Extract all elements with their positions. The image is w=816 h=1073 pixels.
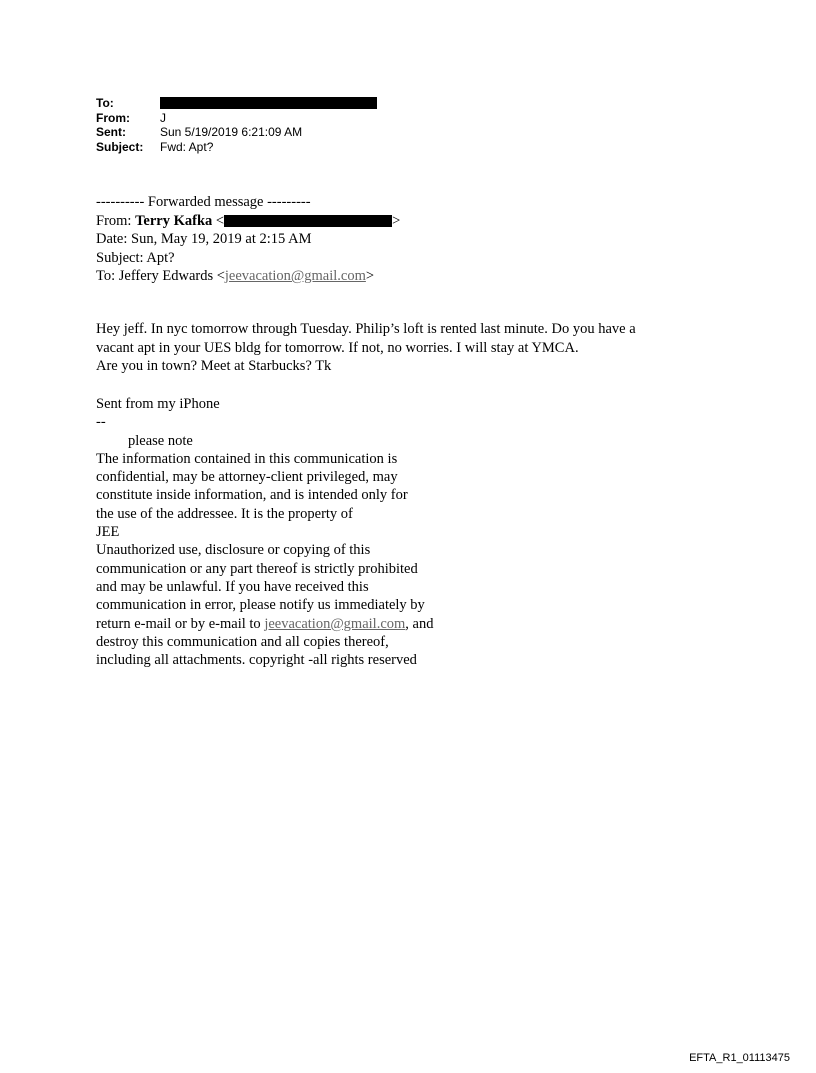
forward-from-name: Terry Kafka	[135, 212, 213, 229]
disclaimer-line: communication or any part thereof is strictly prohibited	[96, 560, 418, 577]
forwarded-header	[96, 193, 400, 286]
message-line: Hey jeff. In nyc tomorrow through Tuesday. Philip’s loft is rented last minute. Do you have a	[96, 321, 636, 337]
email-header	[96, 96, 377, 154]
sent-value: Sun 5/19/2019 6:21:09 AM	[160, 125, 303, 139]
forward-date: Date: Sun, May 19, 2019 at 2:15 AM	[96, 231, 312, 247]
forward-from-prefix: From:	[96, 212, 136, 229]
sent-from-line: Sent from my iPhone	[96, 396, 220, 412]
subject-label: Subject:	[96, 139, 144, 154]
sent-label: Sent:	[96, 125, 126, 139]
forward-to-email-link[interactable]: jeevacation@gmail.com	[224, 268, 366, 284]
message-line: Are you in town? Meet at Starbucks? Tk	[96, 358, 332, 374]
signature-block	[96, 395, 433, 669]
from-row	[96, 111, 377, 126]
disclaimer-email-suffix: , and	[405, 615, 434, 632]
forward-to-line	[96, 267, 400, 286]
disclaimer-line	[96, 615, 433, 633]
disclaimer-line: and may be unlawful. If you have received this	[96, 578, 369, 595]
to-label: To:	[96, 96, 114, 110]
disclaimer-line: destroy this communication and all copies thereof,	[96, 633, 389, 650]
forward-from-close: >	[392, 212, 401, 229]
disclaimer-line: the use of the addressee. It is the property of	[96, 505, 353, 522]
disclaimer-line: confidential, may be attorney-client privileged, may	[96, 469, 398, 486]
signature-dashes: --	[96, 414, 106, 431]
to-value	[160, 96, 377, 111]
redaction-bar	[224, 215, 392, 227]
disclaimer-line: including all attachments. copyright -all rights reserved	[96, 652, 417, 669]
disclaimer-line: constitute inside information, and is intended only for	[96, 487, 408, 504]
disclaimer-email-prefix: return e-mail or by e-mail to	[96, 615, 265, 632]
from-label: From:	[96, 110, 130, 125]
sent-row	[96, 125, 377, 140]
please-note-line: please note	[128, 432, 193, 449]
subject-value: Fwd: Apt?	[160, 139, 214, 154]
document-id: EFTA_R1_01113475	[689, 1052, 790, 1064]
disclaimer-line: The information contained in this communication is	[96, 450, 398, 467]
message-line: vacant apt in your UES bldg for tomorrow. If not, no worries. I will stay at YMCA.	[96, 339, 579, 356]
redaction-bar	[160, 97, 377, 109]
disclaimer-line: JEE	[96, 524, 120, 541]
from-value: J	[160, 110, 166, 125]
forward-separator: ---------- Forwarded message ---------	[96, 194, 311, 210]
disclaimer-line: Unauthorized use, disclosure or copying of this	[96, 542, 371, 559]
forward-to-prefix: To: Jeffery Edwards <	[96, 268, 225, 284]
forward-from-line	[96, 212, 400, 231]
to-row	[96, 96, 377, 111]
forward-subject: Subject: Apt?	[96, 249, 175, 266]
disclaimer-line: communication in error, please notify us immediately by	[96, 597, 425, 614]
disclaimer-email-link[interactable]: jeevacation@gmail.com	[264, 615, 406, 632]
message-body	[96, 320, 756, 376]
forward-to-close: >	[365, 268, 375, 284]
forward-from-open: <	[212, 212, 225, 229]
subject-row	[96, 140, 377, 155]
